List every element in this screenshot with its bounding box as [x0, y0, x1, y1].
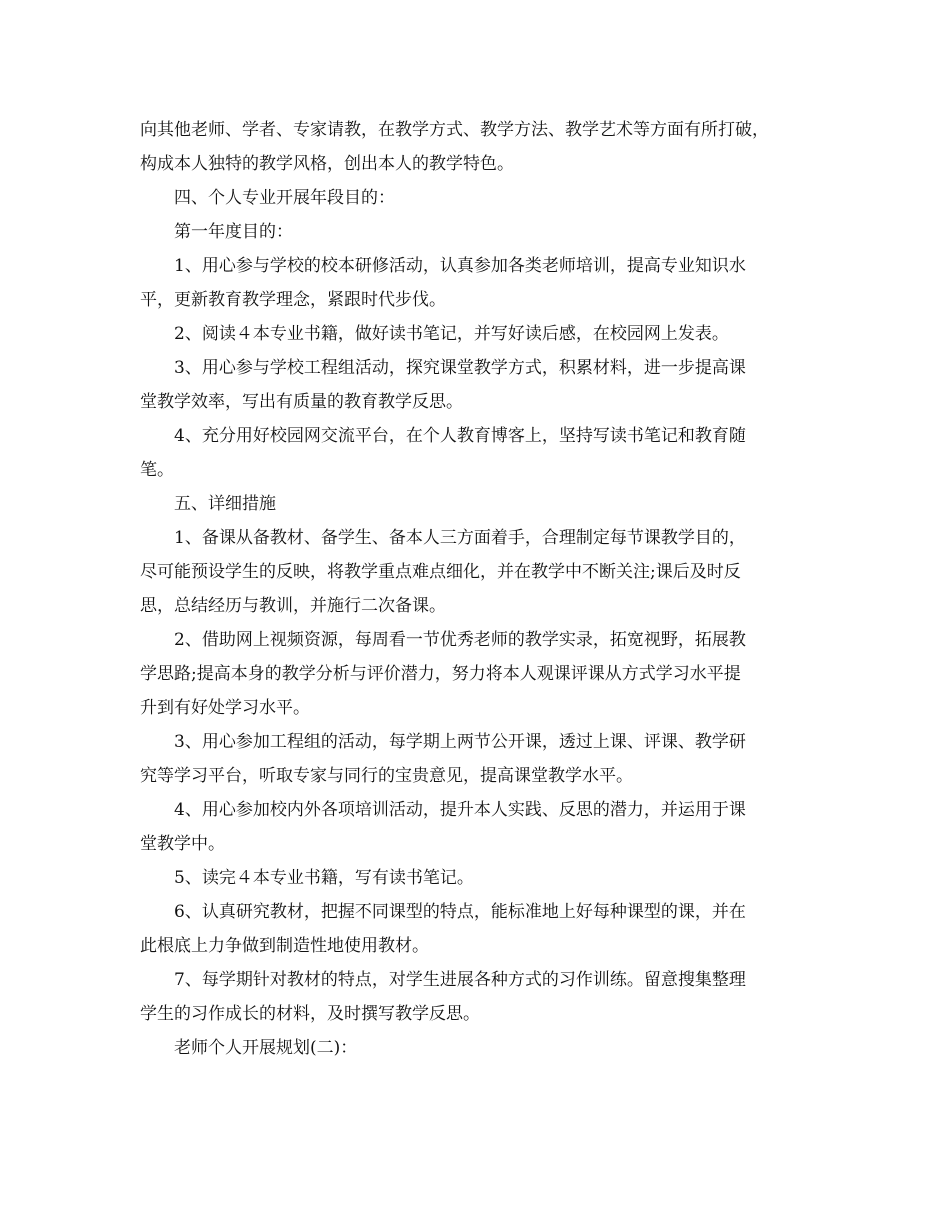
paragraph-line: 3、用心参与学校工程组活动，探究课堂教学方式，积累材料，进一步提高课	[174, 358, 746, 378]
paragraph-line: 学生的习作成长的材料，及时撰写教学反思。	[140, 1004, 480, 1024]
section-heading: 五、详细措施	[174, 494, 276, 514]
paragraph-line: 思，总结经历与教训，并施行二次备课。	[140, 596, 446, 616]
paragraph-line: 2、借助网上视频资源，每周看一节优秀老师的教学实录，拓宽视野，拓展教	[174, 630, 746, 650]
paragraph-line: 尽可能预设学生的反映，将教学重点难点细化，并在教学中不断关注;课后及时反	[140, 562, 741, 582]
paragraph-line: 7、每学期针对教材的特点，对学生进展各种方式的习作训练。留意搜集整理	[174, 970, 746, 990]
paragraph-line: 2、阅读４本专业书籍，做好读书笔记，并写好读后感，在校园网上发表。	[174, 324, 729, 344]
paragraph-line: 构成本人独特的教学风格，创出本人的教学特色。	[140, 154, 514, 174]
document-body	[140, 113, 830, 1065]
paragraph-line: 此根底上力争做到制造性地使用教材。	[140, 936, 429, 956]
paragraph-line: 向其他老师、学者、专家请教，在教学方式、教学方法、教学艺术等方面有所打破，	[140, 120, 769, 140]
paragraph-line: 4、充分用好校园网交流平台，在个人教育博客上，坚持写读书笔记和教育随	[174, 426, 746, 446]
paragraph-line: 1、用心参与学校的校本研修活动，认真参加各类老师培训，提高专业知识水	[174, 256, 746, 276]
paragraph-line: 5、读完４本专业书籍，写有读书笔记。	[174, 868, 474, 888]
paragraph-line: 3、用心参加工程组的活动，每学期上两节公开课，透过上课、评课、教学研	[174, 732, 746, 752]
paragraph-line: 平，更新教育教学理念，紧跟时代步伐。	[140, 290, 446, 310]
paragraph-line: 6、认真研究教材，把握不同课型的特点，能标准地上好每种课型的课，并在	[174, 902, 746, 922]
paragraph-line: 究等学习平台，听取专家与同行的宝贵意见，提高课堂教学水平。	[140, 766, 633, 786]
paragraph-line: 笔。	[140, 460, 174, 480]
paragraph-line: 堂教学效率，写出有质量的教育教学反思。	[140, 392, 463, 412]
paragraph-line: 升到有好处学习水平。	[140, 698, 310, 718]
subsection-heading: 第一年度目的：	[174, 222, 293, 242]
section-heading: 老师个人开展规划(二)：	[174, 1038, 358, 1058]
paragraph-line: 堂教学中。	[140, 834, 225, 854]
paragraph-line: 1、备课从备教材、备学生、备本人三方面着手，合理制定每节课教学目的，	[174, 528, 746, 548]
paragraph-line: 学思路;提高本身的教学分析与评价潜力，努力将本人观课评课从方式学习水平提	[140, 664, 741, 684]
section-heading: 四、个人专业开展年段目的：	[174, 188, 395, 208]
paragraph-line: 4、用心参加校内外各项培训活动，提升本人实践、反思的潜力，并运用于课	[174, 800, 746, 820]
